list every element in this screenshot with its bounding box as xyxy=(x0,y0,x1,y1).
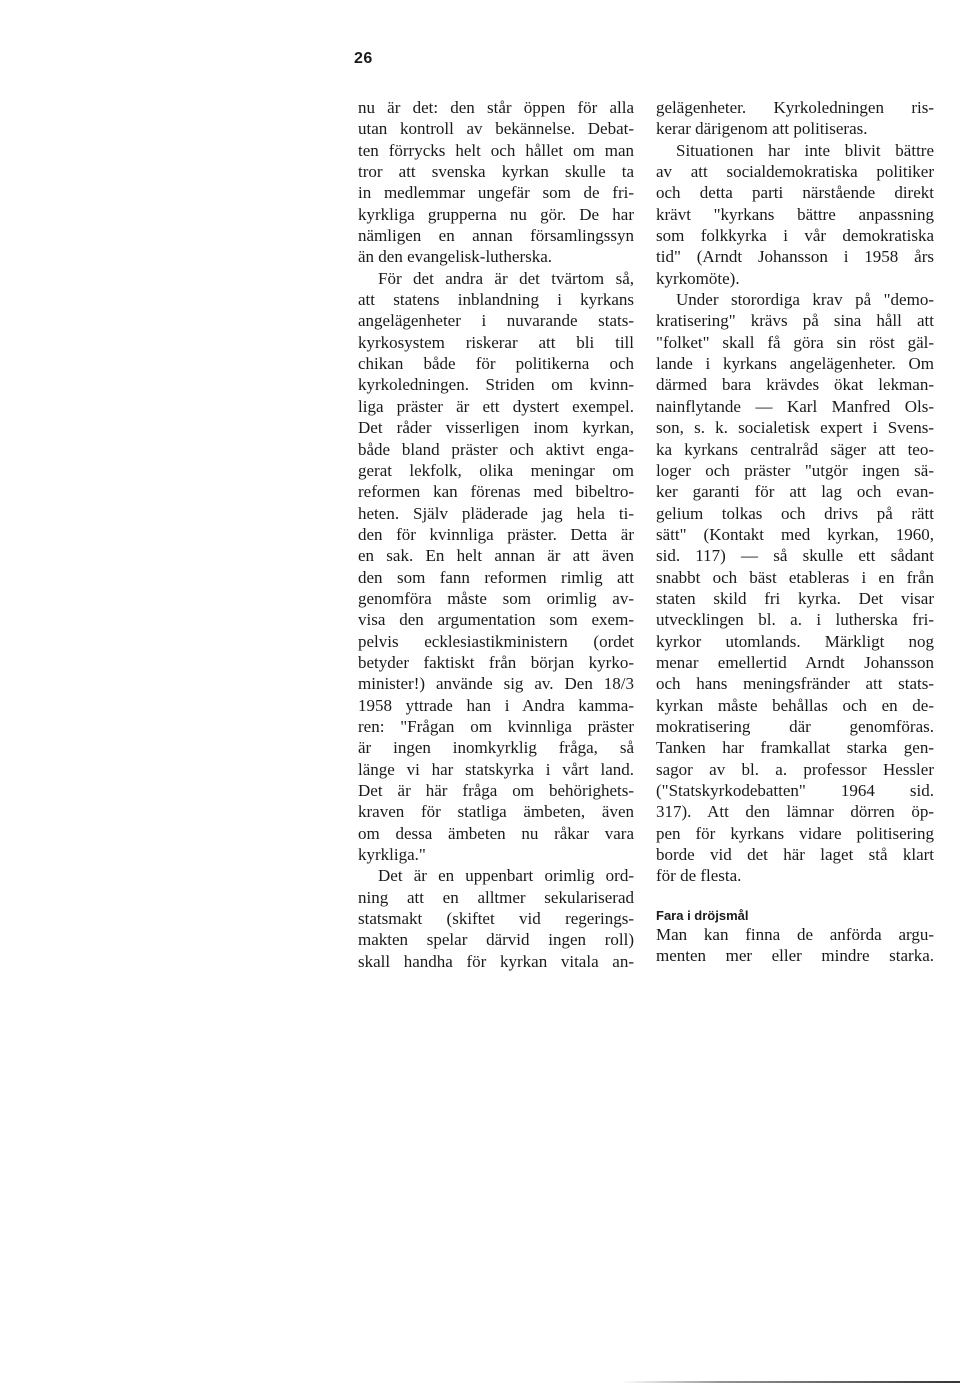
text-line: ka kyrkans centralråd säger att teo- xyxy=(656,439,934,459)
text-line: om dessa ämbeten nu råkar vara xyxy=(358,823,634,843)
text-line: länge vi har statskyrka i vårt land. xyxy=(358,759,634,779)
text-line: "folket" skall få göra sin röst gäl- xyxy=(656,332,934,352)
text-line: gerat lekfolk, olika meningar om xyxy=(358,460,634,480)
text-line: menar emellertid Arndt Johansson xyxy=(656,652,934,672)
scan-edge-line xyxy=(620,1381,960,1383)
page-number: 26 xyxy=(354,50,373,67)
text-line: mokratisering där genomföras. xyxy=(656,716,934,736)
text-line: reformen kan förenas med bibeltro- xyxy=(358,482,634,502)
text-line: för de flesta. xyxy=(656,866,742,886)
text-line: makten spelar därvid ingen roll) xyxy=(358,930,634,950)
text-line: loger och präster "utgör ingen sä- xyxy=(656,460,934,480)
text-line: och hans meningsfränder att stats- xyxy=(656,674,934,694)
text-line: gelium tolkas och drivs på rätt xyxy=(656,503,934,523)
text-line: snabbt och bäst etableras i en från xyxy=(656,567,934,587)
text-line: Det är här fråga om behörighets- xyxy=(358,781,634,800)
text-line: Det är en uppenbart orimlig ord- xyxy=(378,866,634,886)
text-line: därmed bara krävdes ökat lekman- xyxy=(656,375,934,395)
text-line: Tanken har framkallat starka gen- xyxy=(656,738,934,758)
text-line: Under storordiga krav på "demo- xyxy=(676,290,934,310)
text-line: ten förrycks helt och hållet om man xyxy=(358,140,634,160)
text-line: den för kvinnliga präster. Detta är xyxy=(358,524,634,544)
text-line: sagor av bl. a. professor Hessler xyxy=(656,759,934,779)
section-heading: Fara i dröjsmål xyxy=(656,907,749,923)
text-line: staten skild fri kyrka. Det visar xyxy=(656,588,934,608)
text-line: pen för kyrkans vidare politisering xyxy=(656,823,934,843)
text-line: kerar därigenom att politiseras. xyxy=(656,119,868,139)
text-line: den som fann reformen rimlig att xyxy=(358,567,634,587)
text-line: 317). Att den lämnar dörren öp- xyxy=(656,802,934,822)
text-line: ("Statskyrkodebatten" 1964 sid. xyxy=(656,781,934,800)
text-line: både bland präster och aktivt enga- xyxy=(358,439,634,459)
right-column-body xyxy=(656,97,934,887)
text-line: som folkkyrka i vår demokratiska xyxy=(656,226,934,246)
text-line: liga präster är ett dystert exempel. xyxy=(358,396,634,416)
left-text-column xyxy=(358,97,634,972)
text-line: Situationen har inte blivit bättre xyxy=(676,140,934,160)
text-line: ning att en alltmer sekulariserad xyxy=(358,887,634,907)
text-line: betyder faktiskt från början kyrko- xyxy=(358,652,634,672)
text-line: skall handha för kyrkan vitala an- xyxy=(358,951,634,971)
text-line: sid. 117) — så skulle ett sådant xyxy=(656,546,934,566)
text-line: kyrkliga." xyxy=(358,845,426,865)
text-line: utvecklingen bl. a. i lutherska fri- xyxy=(656,610,934,630)
text-line: kyrkoledningen. Striden om kvinn- xyxy=(358,375,634,395)
text-line: en sak. En helt annan är att även xyxy=(358,546,634,566)
text-line: pelvis ecklesiastikministern (ordet xyxy=(358,631,634,651)
text-line: borde vid det här laget stå klart xyxy=(656,845,934,865)
text-line: ren: "Frågan om kvinnliga präster xyxy=(358,716,634,736)
right-text-column xyxy=(656,97,934,966)
text-line: son, s. k. socialetisk expert i Svens- xyxy=(656,418,934,438)
text-line: sätt" (Kontakt med kyrkan, 1960, xyxy=(656,524,934,544)
text-line: tror att svenska kyrkan skulle ta xyxy=(358,162,634,182)
text-line: visa den argumentation som exem- xyxy=(358,610,634,630)
text-line: kraven för statliga ämbeten, även xyxy=(358,802,634,822)
text-line: heten. Själv pläderade jag hela ti- xyxy=(358,503,634,523)
text-line: tid" (Arndt Johansson i 1958 års xyxy=(656,247,934,267)
text-line: nämligen en annan församlingssyn xyxy=(358,226,634,246)
text-line: genomföra måste som orimlig av- xyxy=(358,588,634,608)
text-line: lande i kyrkans angelägenheter. Om xyxy=(656,354,934,374)
text-line: än den evangelisk-lutherska. xyxy=(358,247,553,267)
text-line: är ingen inomkyrklig fråga, så xyxy=(358,738,634,758)
text-line: Det råder visserligen inom kyrkan, xyxy=(358,418,634,438)
text-line: chikan både för politikerna och xyxy=(358,354,634,374)
text-line: utan kontroll av bekännelse. Debat- xyxy=(358,119,634,139)
text-line: och detta parti närstående direkt xyxy=(656,183,934,203)
text-line: För det andra är det tvärtom så, xyxy=(378,268,634,288)
text-line: kyrkosystem riskerar att bli till xyxy=(358,332,634,352)
text-line: krävt "kyrkans bättre anpassning xyxy=(656,204,934,224)
text-line: kratisering" krävs på sina håll att xyxy=(656,311,934,331)
text-line: Man kan finna de anförda argu- xyxy=(656,924,934,944)
text-line: menten mer eller mindre starka. xyxy=(656,946,934,966)
text-line: kyrkomöte). xyxy=(656,268,740,288)
text-line: nu är det: den står öppen för alla xyxy=(358,98,634,117)
text-line: nainflytande — Karl Manfred Ols- xyxy=(656,396,934,416)
text-line: gelägenheter. Kyrkoledningen ris- xyxy=(656,98,934,117)
text-line: av att socialdemokratiska politiker xyxy=(656,162,934,182)
text-line: angelägenheter i nuvarande stats- xyxy=(358,311,634,331)
text-line: statsmakt (skiftet vid regerings- xyxy=(358,909,634,929)
text-line: kyrkor utomlands. Märkligt nog xyxy=(656,631,934,651)
text-line: in medlemmar ungefär som de fri- xyxy=(358,183,634,203)
text-line: kyrkliga grupperna nu gör. De har xyxy=(358,204,634,224)
text-line: 1958 yttrade han i Andra kamma- xyxy=(358,695,634,715)
right-column-after-heading xyxy=(656,924,934,967)
text-line: att statens inblandning i kyrkans xyxy=(358,290,634,310)
text-line: kyrkan måste behållas och en de- xyxy=(656,695,934,715)
text-line: ker garanti för att lag och evan- xyxy=(656,482,934,502)
text-line: minister!) använde sig av. Den 18/3 xyxy=(358,674,634,694)
